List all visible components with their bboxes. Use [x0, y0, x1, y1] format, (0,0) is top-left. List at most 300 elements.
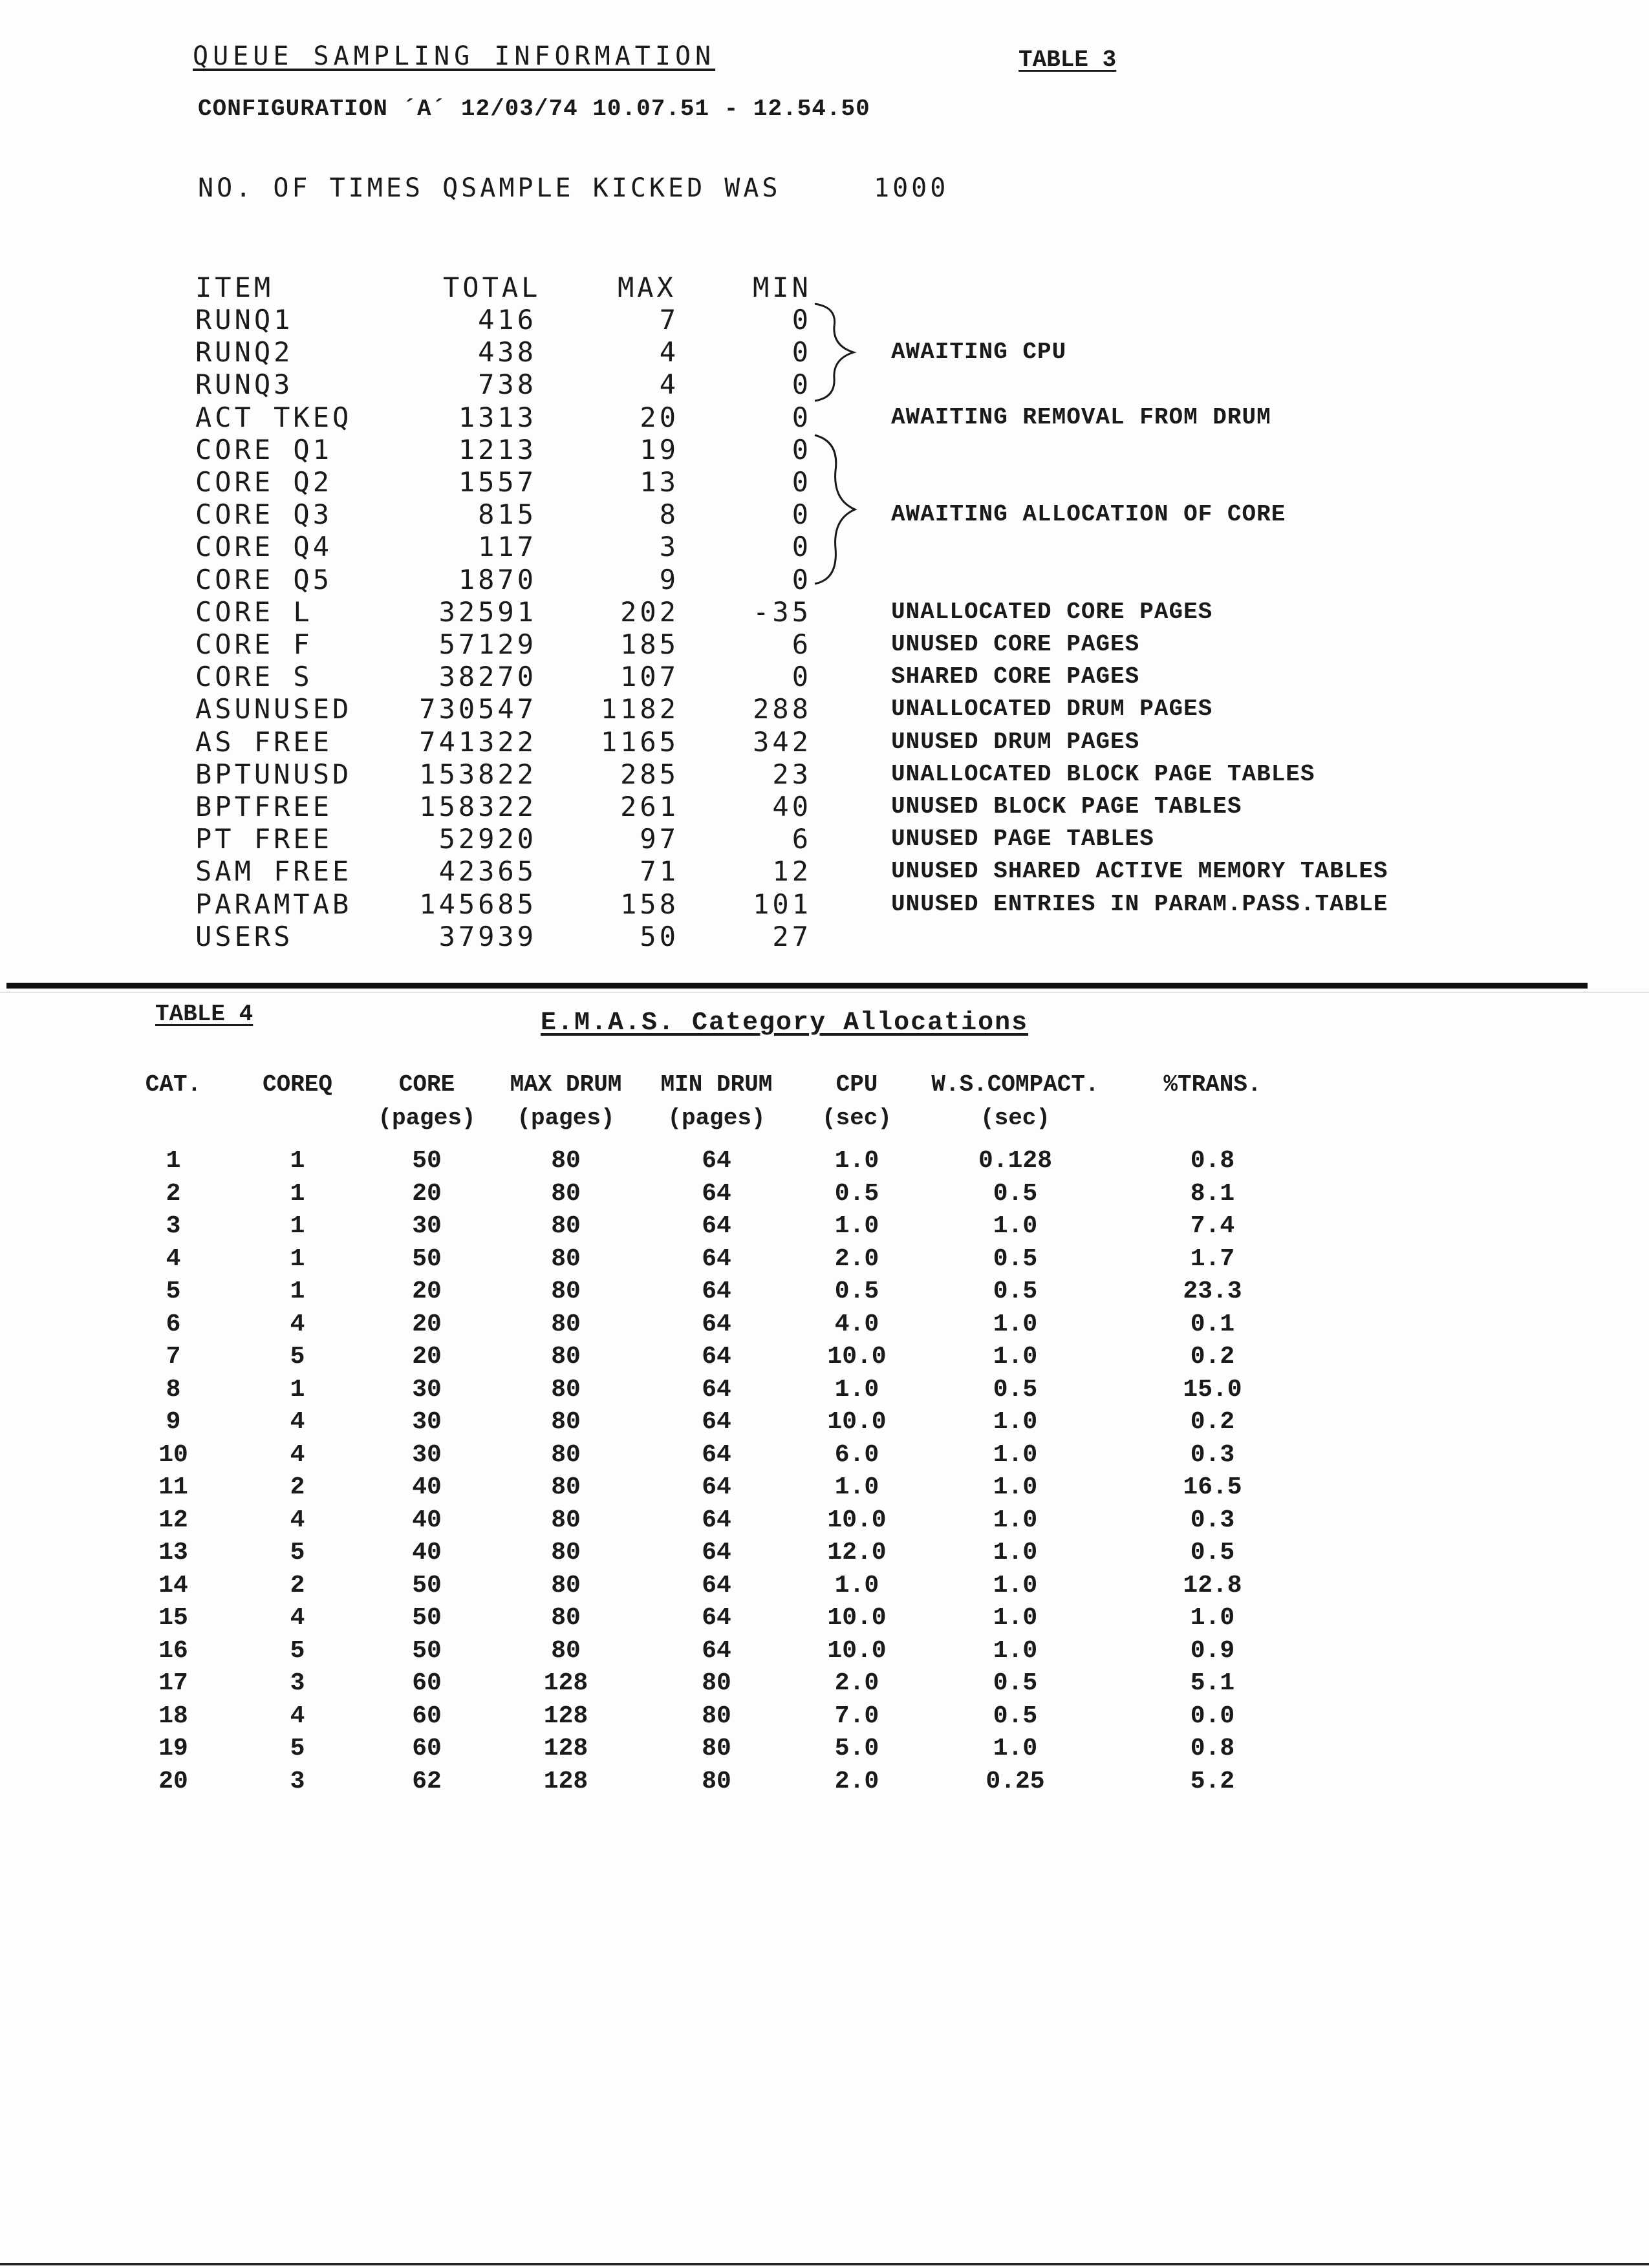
table4-cell-coreq: 2	[290, 1571, 305, 1599]
table4-cell-cat: 2	[166, 1179, 181, 1208]
table4-cell-min-drum: 80	[702, 1669, 731, 1697]
header-line1: MAX DRUM	[510, 1071, 622, 1098]
table3-cell-total: 37939	[438, 920, 537, 952]
table4-row	[0, 1311, 1649, 1343]
table4-row	[0, 1441, 1649, 1473]
table4-cell-cpu: 2.0	[834, 1767, 879, 1795]
table3-row	[0, 921, 1649, 953]
header-line2: (pages)	[517, 1105, 615, 1131]
table3-cell-item: CORE S	[195, 661, 313, 693]
table4-row	[0, 1702, 1649, 1735]
table4-cell-trans: 0.3	[1190, 1440, 1235, 1469]
table4-cell-trans: 15.0	[1183, 1375, 1242, 1404]
table4-cell-max-drum: 80	[551, 1506, 581, 1534]
page-bottom-edge	[0, 2263, 1649, 2265]
table4-cell-cat: 8	[166, 1375, 181, 1404]
table4-cell-min-drum: 64	[702, 1278, 731, 1305]
table3-cell-min: 0	[792, 304, 812, 336]
table4-cell-trans: 16.5	[1183, 1473, 1242, 1501]
table3-cell-item: BPTUNUSD	[195, 758, 352, 790]
table3-row	[0, 726, 1649, 758]
table3-row	[0, 791, 1649, 823]
table3-cell-item: RUNQ3	[195, 369, 294, 401]
table4-cell-coreq: 5	[290, 1539, 305, 1567]
table4-cell-coreq: 3	[290, 1767, 305, 1795]
table4-cell-min-drum: 64	[702, 1571, 731, 1599]
table4-row	[0, 1278, 1649, 1310]
table4-row	[0, 1768, 1649, 1800]
table3-row	[0, 888, 1649, 921]
table3-cell-item: USERS	[195, 920, 294, 952]
table3-cell-min: 342	[753, 725, 812, 758]
table3-cell-min: 23	[772, 758, 812, 790]
table3-cell-total: 42365	[438, 855, 537, 888]
table4-cell-cpu: 0.5	[834, 1179, 879, 1208]
table4-cell-trans: 0.3	[1190, 1506, 1235, 1534]
table4-row	[0, 1604, 1649, 1636]
table4-cell-cpu: 1.0	[834, 1212, 879, 1240]
table4-cell-cat: 5	[166, 1278, 181, 1305]
table4-cell-max-drum: 128	[543, 1669, 588, 1697]
table4-cell-trans: 1.7	[1190, 1245, 1235, 1273]
table4-cell-core: 20	[412, 1179, 442, 1208]
table4-cell-cat: 11	[158, 1473, 188, 1501]
table3-cell-max: 3	[659, 531, 679, 563]
table3-row	[0, 758, 1649, 791]
table4-cell-core: 30	[412, 1408, 442, 1436]
table4-cell-cpu: 2.0	[834, 1245, 879, 1273]
table3-cell-note: AWAITING CPU	[891, 339, 1067, 366]
table3-cell-min: 0	[792, 498, 812, 531]
table4-cell-coreq: 1	[290, 1278, 305, 1305]
brace-awaiting-cpu	[808, 301, 886, 404]
table3-cell-max: 158	[620, 888, 679, 920]
table3-cell-min: 0	[792, 661, 812, 693]
table3-row	[0, 596, 1649, 628]
configuration-line: CONFIGURATION ´A´ 12/03/74 10.07.51 - 12.54.50	[198, 96, 870, 122]
table4-cell-cat: 10	[158, 1440, 188, 1469]
kicked-label: NO. OF TIMES QSAMPLE KICKED WAS	[198, 173, 781, 203]
table4-cell-core: 20	[412, 1278, 442, 1305]
table4-cell-min-drum: 64	[702, 1506, 731, 1534]
table4-cell-coreq: 5	[290, 1636, 305, 1665]
table3-cell-min: 288	[753, 693, 812, 725]
table3-cell-item: RUNQ1	[195, 304, 294, 336]
table3-cell-max: 261	[620, 791, 679, 822]
brace-awaiting-core	[808, 432, 886, 587]
table3-cell-total: 117	[478, 531, 537, 563]
table3-cell-total: 815	[478, 498, 537, 531]
table4-cell-min-drum: 64	[702, 1343, 731, 1371]
table3-cell-total: 1557	[458, 466, 537, 498]
table3-cell-total: 158322	[419, 791, 537, 822]
table3-cell-max: 1182	[600, 693, 679, 725]
table3-cell-item: CORE Q1	[195, 433, 333, 465]
table3-row	[0, 693, 1649, 725]
table4-cell-coreq: 3	[290, 1669, 305, 1697]
table4-cell-trans: 0.2	[1190, 1343, 1235, 1371]
table4-cell-trans: 0.8	[1190, 1735, 1235, 1762]
table4-cell-coreq: 1	[290, 1147, 305, 1175]
table3-cell-min: 0	[792, 563, 812, 595]
table3-cell-item: BPTFREE	[195, 791, 333, 822]
table4-cell-cat: 3	[166, 1212, 181, 1240]
table4-cell-max-drum: 128	[543, 1702, 588, 1730]
table3-cell-item: CORE L	[195, 595, 313, 628]
table4-cell-max-drum: 80	[551, 1212, 581, 1240]
table4-cell-coreq: 1	[290, 1375, 305, 1404]
table4-cell-ws-compact: 0.5	[993, 1179, 1038, 1208]
table4-cell-ws-compact: 1.0	[993, 1604, 1038, 1632]
table4-cell-core: 60	[412, 1735, 442, 1762]
table4-cell-trans: 12.8	[1183, 1571, 1242, 1599]
table4-cell-cpu: 0.5	[834, 1278, 879, 1305]
table3-cell-item: CORE Q3	[195, 498, 333, 531]
table3-cell-max: 8	[659, 498, 679, 531]
table3-cell-note: AWAITING REMOVAL FROM DRUM	[891, 403, 1271, 431]
table4-row	[0, 1376, 1649, 1408]
table4-row	[0, 1343, 1649, 1375]
table4-cell-trans: 5.2	[1190, 1767, 1235, 1795]
table4-cell-min-drum: 64	[702, 1473, 731, 1501]
table4-cell-ws-compact: 0.5	[993, 1245, 1038, 1273]
table4-title: E.M.A.S. Category Allocations	[541, 1009, 1029, 1038]
table4-cell-min-drum: 64	[702, 1539, 731, 1567]
table4-row	[0, 1669, 1649, 1702]
table4-cell-coreq: 1	[290, 1179, 305, 1208]
table4-row	[0, 1147, 1649, 1179]
table4-cell-max-drum: 80	[551, 1571, 581, 1599]
table4-cell-trans: 5.1	[1190, 1669, 1235, 1697]
table3-cell-note: UNUSED ENTRIES IN PARAM.PASS.TABLE	[891, 890, 1388, 917]
table3-cell-max: 107	[620, 661, 679, 693]
table4-cell-trans: 7.4	[1190, 1212, 1235, 1240]
table4-cell-ws-compact: 1.0	[993, 1571, 1038, 1599]
table4-cell-ws-compact: 1.0	[993, 1636, 1038, 1665]
table3-row	[0, 855, 1649, 888]
table4-cell-trans: 8.1	[1190, 1179, 1235, 1208]
table3-cell-total: 145685	[419, 888, 537, 920]
table4-cell-max-drum: 80	[551, 1539, 581, 1567]
table4-row	[0, 1539, 1649, 1571]
table4-header-col	[1116, 1068, 1310, 1102]
table4-cell-cpu: 10.0	[827, 1343, 887, 1371]
table3-title: QUEUE SAMPLING INFORMATION	[193, 41, 716, 71]
table4-cell-core: 40	[412, 1539, 442, 1567]
table3-cell-item: SAM FREE	[195, 855, 352, 888]
header-total: TOTAL	[443, 272, 541, 303]
table4-cell-cpu: 1.0	[834, 1375, 879, 1404]
table4-cell-max-drum: 80	[551, 1473, 581, 1501]
table4-cell-cat: 19	[158, 1735, 188, 1762]
table4-cell-trans: 0.5	[1190, 1539, 1235, 1567]
table3-label: TABLE 3	[1018, 47, 1117, 73]
table4-cell-cat: 4	[166, 1245, 181, 1273]
header-line2: (sec)	[980, 1105, 1051, 1131]
table4-cell-trans: 0.2	[1190, 1408, 1235, 1436]
table4-cell-coreq: 1	[290, 1212, 305, 1240]
table4-cell-core: 50	[412, 1604, 442, 1632]
table4-cell-ws-compact: 1.0	[993, 1343, 1038, 1371]
table4-cell-max-drum: 80	[551, 1278, 581, 1305]
table4-cell-cpu: 10.0	[827, 1604, 887, 1632]
table4-cell-min-drum: 64	[702, 1440, 731, 1469]
table4-cell-min-drum: 64	[702, 1636, 731, 1665]
table4-cell-coreq: 5	[290, 1735, 305, 1762]
table4-cell-cat: 1	[166, 1147, 181, 1175]
kicked-line	[198, 173, 949, 203]
table3-row	[0, 823, 1649, 855]
header-line2: (pages)	[667, 1105, 766, 1131]
header-line2: (pages)	[378, 1105, 476, 1131]
header-line1: CPU	[835, 1071, 878, 1098]
table4-cell-min-drum: 64	[702, 1310, 731, 1338]
table3-cell-item: AS FREE	[195, 725, 333, 758]
table3-cell-min: 0	[792, 531, 812, 563]
table4-cell-cpu: 6.0	[834, 1440, 879, 1469]
table3-cell-total: 52920	[438, 823, 537, 855]
table4-cell-coreq: 4	[290, 1440, 305, 1469]
table3-cell-item: CORE Q4	[195, 531, 333, 563]
table3-cell-min: 0	[792, 401, 812, 433]
table4-cell-core: 20	[412, 1343, 442, 1371]
table3-cell-note: UNUSED BLOCK PAGE TABLES	[891, 793, 1242, 820]
header-item: ITEM	[195, 272, 274, 303]
table4-cell-min-drum: 64	[702, 1408, 731, 1436]
table4-cell-cpu: 10.0	[827, 1506, 887, 1534]
table3-cell-total: 38270	[438, 661, 537, 693]
table4-cell-min-drum: 80	[702, 1702, 731, 1730]
table4-cell-max-drum: 128	[543, 1767, 588, 1795]
table4-cell-max-drum: 80	[551, 1310, 581, 1338]
table4-cell-cat: 7	[166, 1343, 181, 1371]
table3-cell-min: 6	[792, 823, 812, 855]
table4-cell-cat: 20	[158, 1767, 188, 1795]
table4-cell-cpu: 12.0	[827, 1539, 887, 1567]
table4-cell-ws-compact: 1.0	[993, 1408, 1038, 1436]
table4-cell-cat: 17	[158, 1669, 188, 1697]
header-line1: W.S.COMPACT.	[931, 1071, 1099, 1098]
table4-cell-min-drum: 64	[702, 1147, 731, 1175]
table4-row	[0, 1735, 1649, 1767]
table3-cell-total: 438	[478, 336, 537, 369]
table3-cell-item: PT FREE	[195, 823, 333, 855]
table3-cell-total: 57129	[438, 628, 537, 660]
table4-cell-ws-compact: 0.5	[993, 1278, 1038, 1305]
header-line1: MIN DRUM	[660, 1071, 773, 1098]
table4-cell-cat: 16	[158, 1636, 188, 1665]
table4-row	[0, 1180, 1649, 1212]
table3-cell-item: CORE Q2	[195, 466, 333, 498]
table4-cell-core: 40	[412, 1506, 442, 1534]
table4-cell-core: 30	[412, 1212, 442, 1240]
section-divider	[6, 983, 1588, 989]
table3-cell-item: CORE Q5	[195, 563, 333, 595]
table4-cell-min-drum: 64	[702, 1179, 731, 1208]
table3-cell-max: 185	[620, 628, 679, 660]
table3-cell-item: RUNQ2	[195, 336, 294, 369]
table4-cell-ws-compact: 0.25	[986, 1767, 1045, 1795]
table4-cell-core: 40	[412, 1473, 442, 1501]
table3-cell-max: 9	[659, 563, 679, 595]
table4-cell-trans: 1.0	[1190, 1604, 1235, 1632]
table3-cell-max: 19	[640, 433, 679, 465]
table3-cell-note: UNALLOCATED BLOCK PAGE TABLES	[891, 760, 1315, 787]
table3-cell-total: 32591	[438, 595, 537, 628]
table3-cell-min: 0	[792, 466, 812, 498]
table4-cell-max-drum: 80	[551, 1604, 581, 1632]
table4-cell-min-drum: 64	[702, 1604, 731, 1632]
table3-cell-max: 285	[620, 758, 679, 790]
table4-cell-core: 50	[412, 1636, 442, 1665]
table4-cell-max-drum: 80	[551, 1636, 581, 1665]
table4-cell-cat: 13	[158, 1539, 188, 1567]
table3-cell-min: 6	[792, 628, 812, 660]
table3-cell-max: 4	[659, 336, 679, 369]
table3-cell-note: UNUSED PAGE TABLES	[891, 826, 1154, 853]
table3-cell-min: 101	[753, 888, 812, 920]
table4-cell-max-drum: 80	[551, 1147, 581, 1175]
table4-cell-cat: 9	[166, 1408, 181, 1436]
table3-cell-note: UNALLOCATED DRUM PAGES	[891, 696, 1213, 723]
table4-row	[0, 1212, 1649, 1245]
table4-cell-ws-compact: 0.5	[993, 1669, 1038, 1697]
table3-cell-note: SHARED CORE PAGES	[891, 663, 1140, 690]
table4-cell-coreq: 1	[290, 1245, 305, 1273]
table4-cell-coreq: 4	[290, 1702, 305, 1730]
table4-cell-coreq: 4	[290, 1604, 305, 1632]
table4-cell-max-drum: 80	[551, 1440, 581, 1469]
table4-cell-ws-compact: 0.5	[993, 1702, 1038, 1730]
table3-cell-total: 730547	[419, 693, 537, 725]
header-line1: COREQ	[262, 1071, 333, 1098]
table3-cell-max: 7	[659, 304, 679, 336]
table4-cell-cat: 6	[166, 1310, 181, 1338]
table4-cell-trans: 0.9	[1190, 1636, 1235, 1665]
table4-cell-coreq: 2	[290, 1473, 305, 1501]
table3-cell-min: 40	[772, 791, 812, 822]
table3-cell-total: 1870	[458, 563, 537, 595]
table4-cell-ws-compact: 1.0	[993, 1440, 1038, 1469]
header-line1: %TRANS.	[1163, 1071, 1262, 1098]
table3-cell-item: PARAMTAB	[195, 888, 352, 920]
table4-row	[0, 1572, 1649, 1604]
table4-cell-cpu: 1.0	[834, 1571, 879, 1599]
table3-cell-total: 1213	[458, 433, 537, 465]
table4-cell-max-drum: 80	[551, 1408, 581, 1436]
table3-cell-min: -35	[753, 595, 812, 628]
table4-cell-trans: 0.8	[1190, 1147, 1235, 1175]
table3-cell-note: UNALLOCATED CORE PAGES	[891, 598, 1213, 625]
table4-cell-coreq: 4	[290, 1506, 305, 1534]
table4-cell-core: 62	[412, 1767, 442, 1795]
table3-cell-note: UNUSED SHARED ACTIVE MEMORY TABLES	[891, 858, 1388, 885]
table3-cell-max: 13	[640, 466, 679, 498]
table4-cell-core: 50	[412, 1245, 442, 1273]
table4-cell-cpu: 1.0	[834, 1147, 879, 1175]
table3-cell-note: UNUSED DRUM PAGES	[891, 728, 1140, 755]
table4-cell-max-drum: 128	[543, 1735, 588, 1762]
kicked-value: 1000	[874, 173, 949, 203]
table4-cell-cpu: 10.0	[827, 1636, 887, 1665]
table3-row	[0, 628, 1649, 661]
table3-cell-max: 20	[640, 401, 679, 433]
table4-cell-core: 50	[412, 1147, 442, 1175]
table4-cell-cat: 18	[158, 1702, 188, 1730]
table4-cell-ws-compact: 1.0	[993, 1539, 1038, 1567]
table4-cell-min-drum: 64	[702, 1245, 731, 1273]
table3-cell-note: UNUSED CORE PAGES	[891, 631, 1140, 658]
table4-row	[0, 1637, 1649, 1669]
table4-cell-min-drum: 64	[702, 1375, 731, 1404]
table4-cell-trans: 0.0	[1190, 1702, 1235, 1730]
table4-cell-cpu: 10.0	[827, 1408, 887, 1436]
table4-cell-core: 50	[412, 1571, 442, 1599]
table4-cell-min-drum: 64	[702, 1212, 731, 1240]
table3-cell-total: 738	[478, 369, 537, 401]
table4-cell-min-drum: 80	[702, 1735, 731, 1762]
table4-cell-max-drum: 80	[551, 1375, 581, 1404]
table3-cell-item: ASUNUSED	[195, 693, 352, 725]
table3-cell-min: 0	[792, 336, 812, 369]
table4-cell-coreq: 4	[290, 1408, 305, 1436]
table4-row	[0, 1473, 1649, 1506]
table4-cell-max-drum: 80	[551, 1343, 581, 1371]
table4-cell-ws-compact: 1.0	[993, 1473, 1038, 1501]
header-line2: (sec)	[821, 1105, 892, 1131]
table3-cell-total: 153822	[419, 758, 537, 790]
table4-cell-max-drum: 80	[551, 1179, 581, 1208]
table4-cell-trans: 23.3	[1183, 1278, 1242, 1305]
table4-label: TABLE 4	[155, 1001, 253, 1027]
table4-cell-cat: 15	[158, 1604, 188, 1632]
table3-cell-min: 27	[772, 920, 812, 952]
header-line1: CAT.	[145, 1071, 202, 1098]
table4-cell-ws-compact: 1.0	[993, 1310, 1038, 1338]
table3-cell-max: 1165	[600, 725, 679, 758]
table4-cell-ws-compact: 0.128	[978, 1147, 1053, 1175]
table4-cell-cat: 12	[158, 1506, 188, 1534]
table4-cell-ws-compact: 0.5	[993, 1375, 1038, 1404]
table4-cell-cat: 14	[158, 1571, 188, 1599]
table4-cell-cpu: 7.0	[834, 1702, 879, 1730]
table3-header	[0, 272, 1649, 304]
table3-cell-total: 741322	[419, 725, 537, 758]
table3-cell-min: 0	[792, 433, 812, 465]
table4-cell-cpu: 4.0	[834, 1310, 879, 1338]
table4-cell-ws-compact: 1.0	[993, 1212, 1038, 1240]
table4-cell-trans: 0.1	[1190, 1310, 1235, 1338]
table3-cell-item: ACT TKEQ	[195, 401, 352, 433]
table4-header-col	[918, 1068, 1112, 1135]
table3-cell-max: 97	[640, 823, 679, 855]
table4-cell-coreq: 5	[290, 1343, 305, 1371]
table4-cell-cpu: 1.0	[834, 1473, 879, 1501]
table3-cell-max: 4	[659, 369, 679, 401]
table4-cell-coreq: 4	[290, 1310, 305, 1338]
table3-row	[0, 401, 1649, 434]
table3-cell-total: 416	[478, 304, 537, 336]
table4-cell-core: 30	[412, 1440, 442, 1469]
table4-row	[0, 1245, 1649, 1278]
table4-cell-cpu: 5.0	[834, 1735, 879, 1762]
table3-cell-item: CORE F	[195, 628, 313, 660]
table3-cell-max: 50	[640, 920, 679, 952]
table3-cell-note: AWAITING ALLOCATION OF CORE	[891, 501, 1286, 528]
table3-row	[0, 661, 1649, 693]
table4-cell-max-drum: 80	[551, 1245, 581, 1273]
table4-cell-cpu: 2.0	[834, 1669, 879, 1697]
